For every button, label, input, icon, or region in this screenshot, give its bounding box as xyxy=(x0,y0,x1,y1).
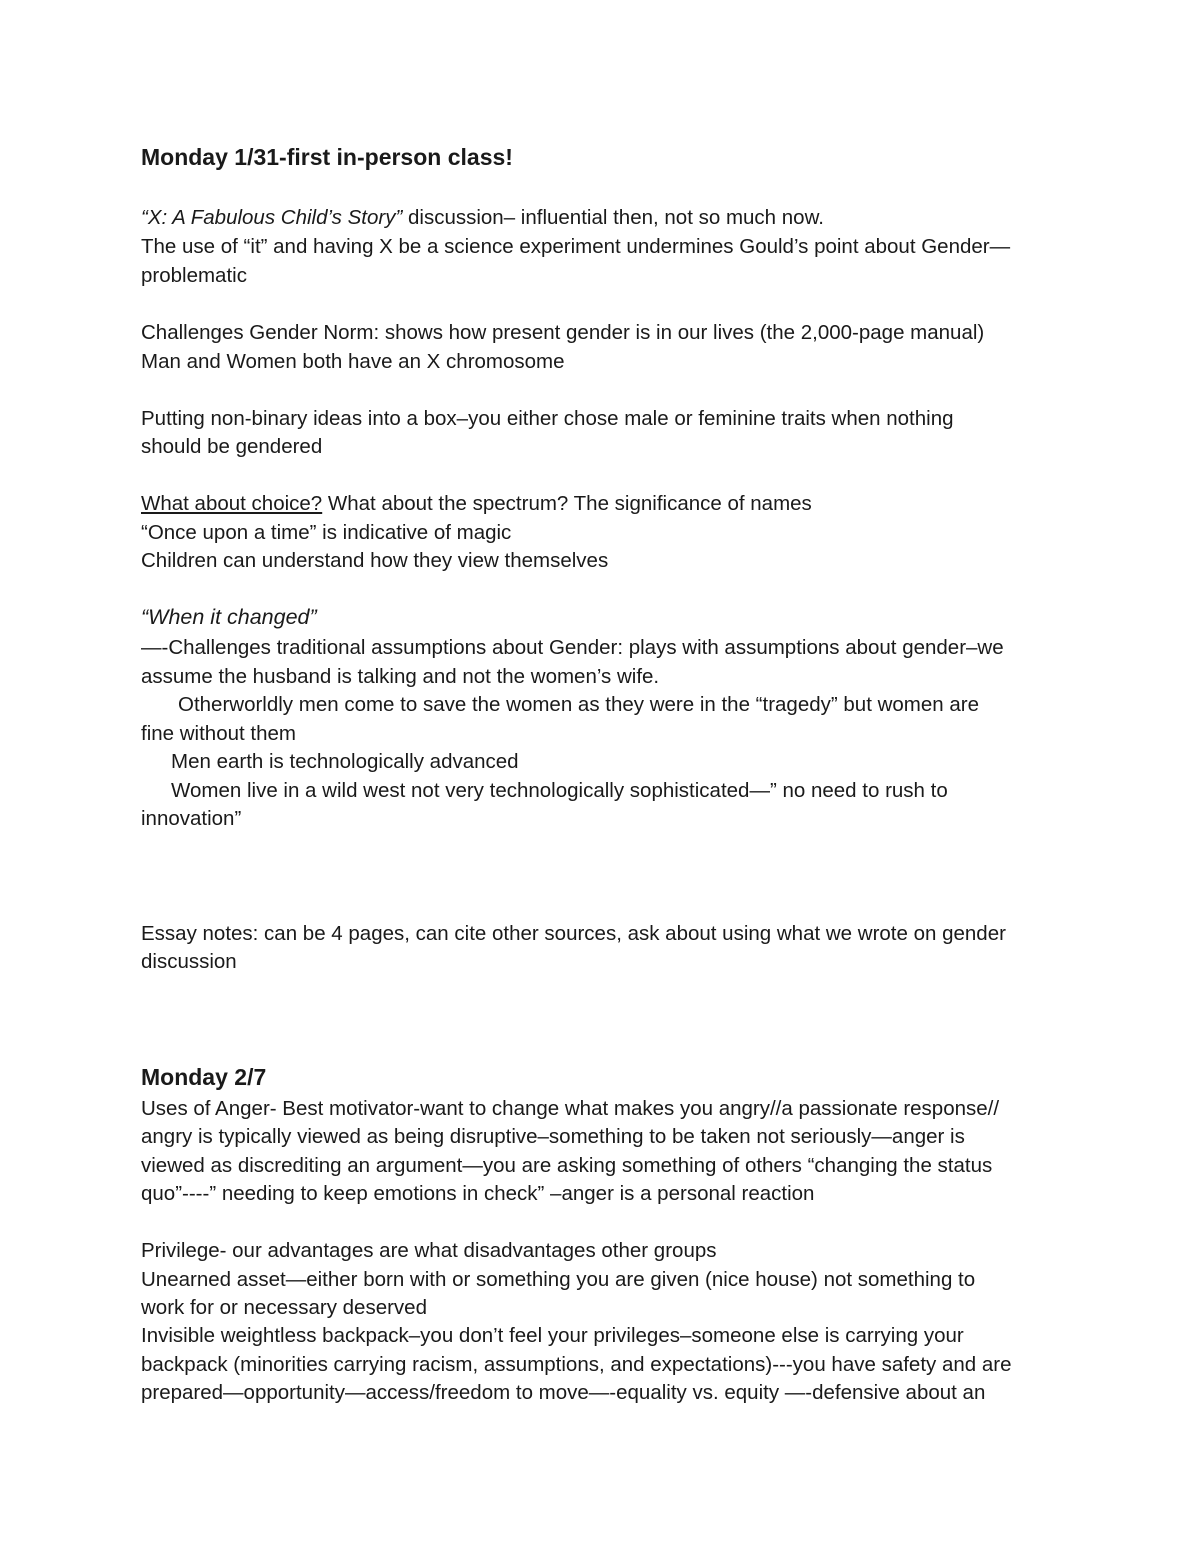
text-line: Unearned asset—either born with or something you are given (nice house) not something to xyxy=(141,1268,976,1291)
section-heading-monday-1-31: Monday 1/31-first in-person class! xyxy=(141,144,513,170)
text-line: Challenges Gender Norm: shows how present gender is in our lives (the 2,000-page manual) xyxy=(141,321,985,344)
text-line xyxy=(141,204,824,232)
text-line: Children can understand how they view themselves xyxy=(141,549,609,572)
text-line: The use of “it” and having X be a science experiment undermines Gould’s point about Gender— xyxy=(141,235,1011,258)
story-title: “When it changed” xyxy=(141,605,317,629)
text-line: Invisible weightless backpack–you don’t feel your privileges–someone else is carrying your xyxy=(141,1324,964,1347)
text-line: angry is typically viewed as being disruptive–something to be taken not seriously—anger is xyxy=(141,1125,965,1148)
text-line: “Once upon a time” is indicative of magic xyxy=(141,521,512,544)
text-span: discussion– influential then, not so much now. xyxy=(402,206,824,229)
text-line: Women live in a wild west not very technologically sophisticated—” no need to rush to xyxy=(171,779,948,802)
text-line: innovation” xyxy=(141,807,242,830)
text-line: Privilege- our advantages are what disadvantages other groups xyxy=(141,1239,717,1262)
text-line: Man and Women both have an X chromosome xyxy=(141,350,565,373)
text-line: fine without them xyxy=(141,722,296,745)
story-title: “X: A Fabulous Child’s Story” xyxy=(141,206,403,229)
section-heading-monday-2-7: Monday 2/7 xyxy=(141,1064,267,1090)
text-line: assume the husband is talking and not the women’s wife. xyxy=(141,665,660,688)
text-line: work for or necessary deserved xyxy=(141,1296,427,1319)
text-line: Putting non-binary ideas into a box–you either chose male or feminine traits when nothing xyxy=(141,407,954,430)
text-line xyxy=(141,490,812,518)
text-line: should be gendered xyxy=(141,435,323,458)
text-line: Otherworldly men come to save the women as they were in the “tragedy” but women are xyxy=(178,693,980,716)
text-line: Uses of Anger- Best motivator-want to change what makes you angry//a passionate response// xyxy=(141,1097,1000,1120)
text-line: Essay notes: can be 4 pages, can cite other sources, ask about using what we wrote on gender xyxy=(141,922,1006,945)
document-page xyxy=(141,0,1081,1553)
text-span: What about the spectrum? The significance of names xyxy=(322,492,812,515)
underlined-question: What about choice? xyxy=(141,492,323,515)
text-line: viewed as discrediting an argument—you are asking something of others “changing the status xyxy=(141,1154,993,1177)
text-line: quo”----” needing to keep emotions in check” –anger is a personal reaction xyxy=(141,1182,815,1205)
text-line: problematic xyxy=(141,264,247,287)
text-line: —-Challenges traditional assumptions about Gender: plays with assumptions about gender–we xyxy=(141,636,1004,659)
text-line: discussion xyxy=(141,950,237,973)
text-line: prepared—opportunity—access/freedom to move—-equality vs. equity —-defensive about an xyxy=(141,1381,986,1404)
text-line: backpack (minorities carrying racism, assumptions, and expectations)---you have safety and are xyxy=(141,1353,1012,1376)
text-line: Men earth is technologically advanced xyxy=(171,750,519,773)
